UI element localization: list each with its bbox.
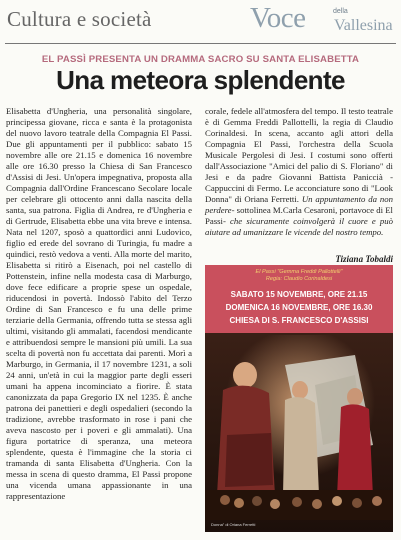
article-right-attribution: - sottolinea M.Carla Cesaroni, portavoce di El Passi-: [205, 205, 393, 226]
poster-title-line1: El Passi "Gemma Freddi Pallottelli": [255, 269, 343, 275]
logo-voce: Voce: [250, 2, 306, 34]
article-headline: Una meteora splendente: [56, 65, 345, 95]
article-left-column: [6, 106, 192, 502]
poster-caption: Donna" di Oriana Ferretti: [211, 522, 256, 527]
article-author: Tiziana Tobaldi: [335, 254, 393, 264]
poster-date-saturday: SABATO 15 NOVEMBRE, ORE 21.15: [230, 290, 368, 299]
logo-vallesina: Vallesina: [334, 17, 393, 34]
section-title: Cultura e società: [7, 7, 152, 31]
article-right-quote: Un appuntamento da non perdere: [205, 194, 393, 215]
article-kicker: EL PASSÌ PRESENTA UN DRAMMA SACRO SU SANTA ELISABETTA: [41, 54, 360, 65]
poster-date-sunday: DOMENICA 16 NOVEMBRE, ORE 16.30: [225, 303, 373, 312]
poster-title-line2: Regia: Claudio Corinaldesi: [265, 276, 333, 282]
poster-venue: CHIESA DI S. FRANCESCO D'ASSISI: [229, 316, 369, 325]
newspaper-logo: [250, 2, 396, 42]
header-divider: [5, 43, 396, 44]
event-poster: [205, 265, 393, 532]
poster-title: [205, 269, 393, 283]
article-right-text: [205, 106, 393, 238]
logo-della: della: [333, 8, 348, 15]
article-left-text: Elisabetta d'Ungheria, una personalità singolare, principessa giovane, ricca e santa è la protagonista del nuovo lavoro teatrale della Compagnia El Passi. Due gli appuntamenti per il pubblico: sabato 15 novembre alle ore 21.15 e domenica 16 novembre alle ore 16.30 presso la Chiesa di San Francesco d'Assisi di Jesi. Un'opera impegnativa, proposta alla Compagnia dall'Ordine Francescano Secolare locale per celebrare gli ottocento anni dalla nascita della santa, sua patrona. Figlia di Andrea, re d'Ungheria e di Gertrude, Elisabetta ebbe una vita breve e intensa. Nata nel 1207, sposò a quattordici anni Ludovico, figlio ed erede del sovrano di Turingia, fu madre a quindici, restò vedova a venti. Alla morte del marito, Elisabetta si ritirò a Eisenach, poi nel castello di Pottenstein, infine nella modesta casa di Marburgo, dove fece edificare a proprie spese un ospedale, riducendosi in povertà. Indossò l'abito del Terzo Ordine di San Francesco e fu una delle prime terziarie della Germania, offrendo tutta se stessa agli ultimi, visitando gli ammalati, facendosi mendicante e attribuendosi sempre le mansioni più umili. La sua scelta di povertà non fu accettata dai parenti. Morì a Marburgo, in Germania, il 17 novembre 1231, a soli 24 anni, un'età in cui la maggior parte degli esseri umani ha appena incominciato a fiorire. È stata canonizzata da papa Gregorio IX nel 1235. È anche patrona dei panettieri e degli ospedalieri (secondo la tradizione, avrebbe trasformato in rose i pani che aveva nascosto per i poveri e gli ammalati). Una figura portatrice di speranza, una meteora splendente, questa è l'immagine che la storia ci tramanda di santa Elisabetta d'Ungheria. Con la messa in scena di questo dramma, El Passi propone una vicenda umana appassionante in una rappresentazione: [6, 106, 192, 501]
article-right-text-normal: corale, fedele all'atmosfera del tempo. Il testo teatrale è di Gemma Freddi Pallottelli, la regia di Claudio Corinaldesi. In scena, accanto agli attori della Compagnia El Passi, l'orchestra della Scuola Musicale Pergolesi di Jesi. I costumi sono offerti dall'Associazione "Amici del palio di S. Floriano" di Jesi e da padre Giovanni Battista Paniccià -Cappuccini di Fermo. Le acconciature sono di "Look Donna" di Oriana Ferretti.: [205, 106, 393, 204]
article-right-column: [205, 106, 393, 238]
article-right-quote-end: che sicuramente coinvolgerà il cuore e può aiutare ad umanizzare le vicende del nostro tempo.: [205, 216, 394, 237]
